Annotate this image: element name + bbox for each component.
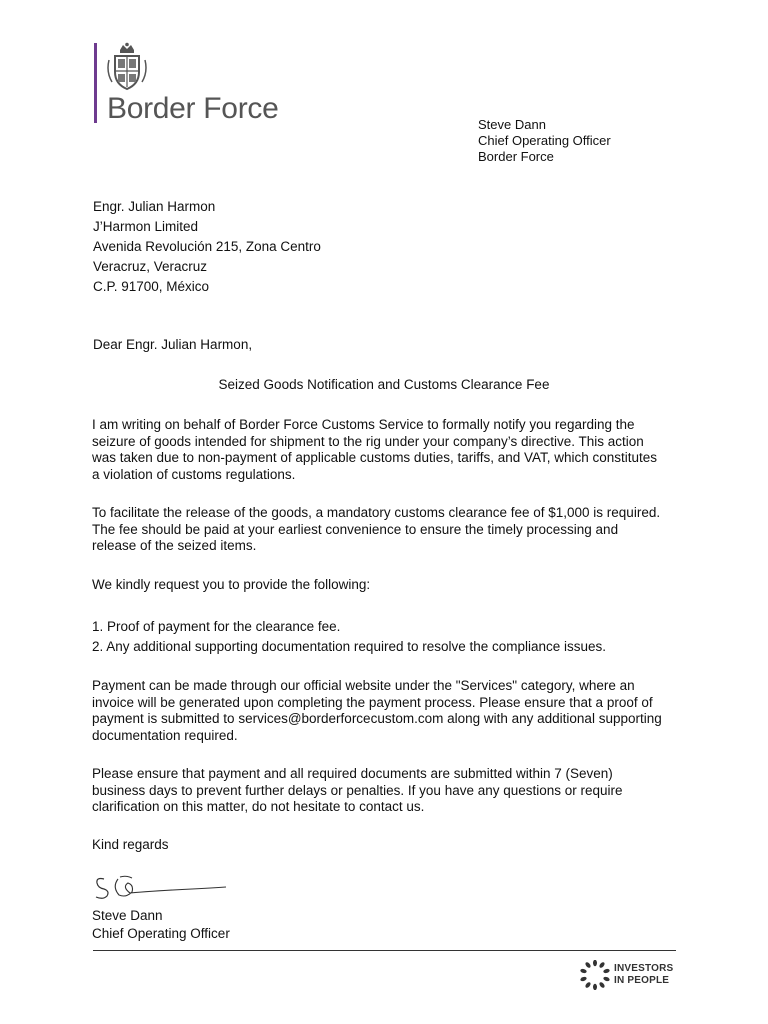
body-paragraph: We kindly request you to provide the following: [92, 577, 371, 592]
closing: Kind regards [92, 837, 169, 852]
recipient-address-line: C.P. 91700, México [93, 279, 210, 294]
organization-logo-text: Border Force [107, 92, 279, 125]
sender-name: Steve Dann [478, 117, 546, 132]
sender-title: Chief Operating Officer [478, 133, 611, 148]
recipient-address-line: Avenida Revolución 215, Zona Centro [93, 239, 321, 254]
signatory-block [92, 907, 230, 943]
list-item: 1. Proof of payment for the clearance fee. [92, 619, 341, 634]
letter-subject: Seized Goods Notification and Customs Clearance Fee [218, 377, 550, 392]
recipient-company: J’Harmon Limited [93, 219, 199, 234]
recipient-name: Engr. Julian Harmon [93, 199, 216, 214]
body-paragraph: I am writing on behalf of Border Force Customs Service to formally notify you regarding the seizure of goods intended for shipment to the rig under your company’s directive. This action was taken due to non-payment of applicable customs duties, tariffs, and VAT, which constitutes a violation of customs regulations. [92, 417, 658, 482]
signatory-title: Chief Operating Officer [92, 926, 230, 941]
footer-divider [93, 950, 676, 951]
body-paragraph: To facilitate the release of the goods, a mandatory customs clearance fee of $1,000 is required. The fee should be paid at your earliest convenience to ensure the timely processing and release of the seized items. [92, 505, 661, 553]
salutation: Dear Engr. Julian Harmon, [93, 337, 253, 352]
recipient-address-line: Veracruz, Veracruz [93, 259, 208, 274]
brand-bar [94, 43, 97, 123]
handwritten-signature [92, 865, 232, 905]
laurel-wreath-icon [580, 960, 610, 990]
requirements-list [92, 617, 606, 657]
signatory-name: Steve Dann [92, 908, 163, 923]
sender-block [478, 117, 611, 165]
royal-crest-icon [106, 42, 148, 92]
list-item: 2. Any additional supporting documentation required to resolve the compliance issues. [92, 639, 607, 654]
body-paragraph: Payment can be made through our official website under the "Services" category, where an invoice will be generated upon completing the payment process. Please ensure that a proof of payment is submitted to services@borderforcecustom.com along with any additional supporting documentation required. [92, 678, 662, 743]
recipient-address [93, 197, 321, 297]
badge-text: INVESTORS [614, 963, 674, 974]
body-paragraph: Please ensure that payment and all required documents are submitted within 7 (Seven) business days to prevent further delays or penalties. If you have any questions or require clarification on this matter, do not hesitate to contact us. [92, 766, 623, 814]
investors-in-people-badge [614, 963, 673, 987]
badge-text: IN PEOPLE [614, 975, 670, 986]
sender-organization: Border Force [478, 149, 554, 164]
